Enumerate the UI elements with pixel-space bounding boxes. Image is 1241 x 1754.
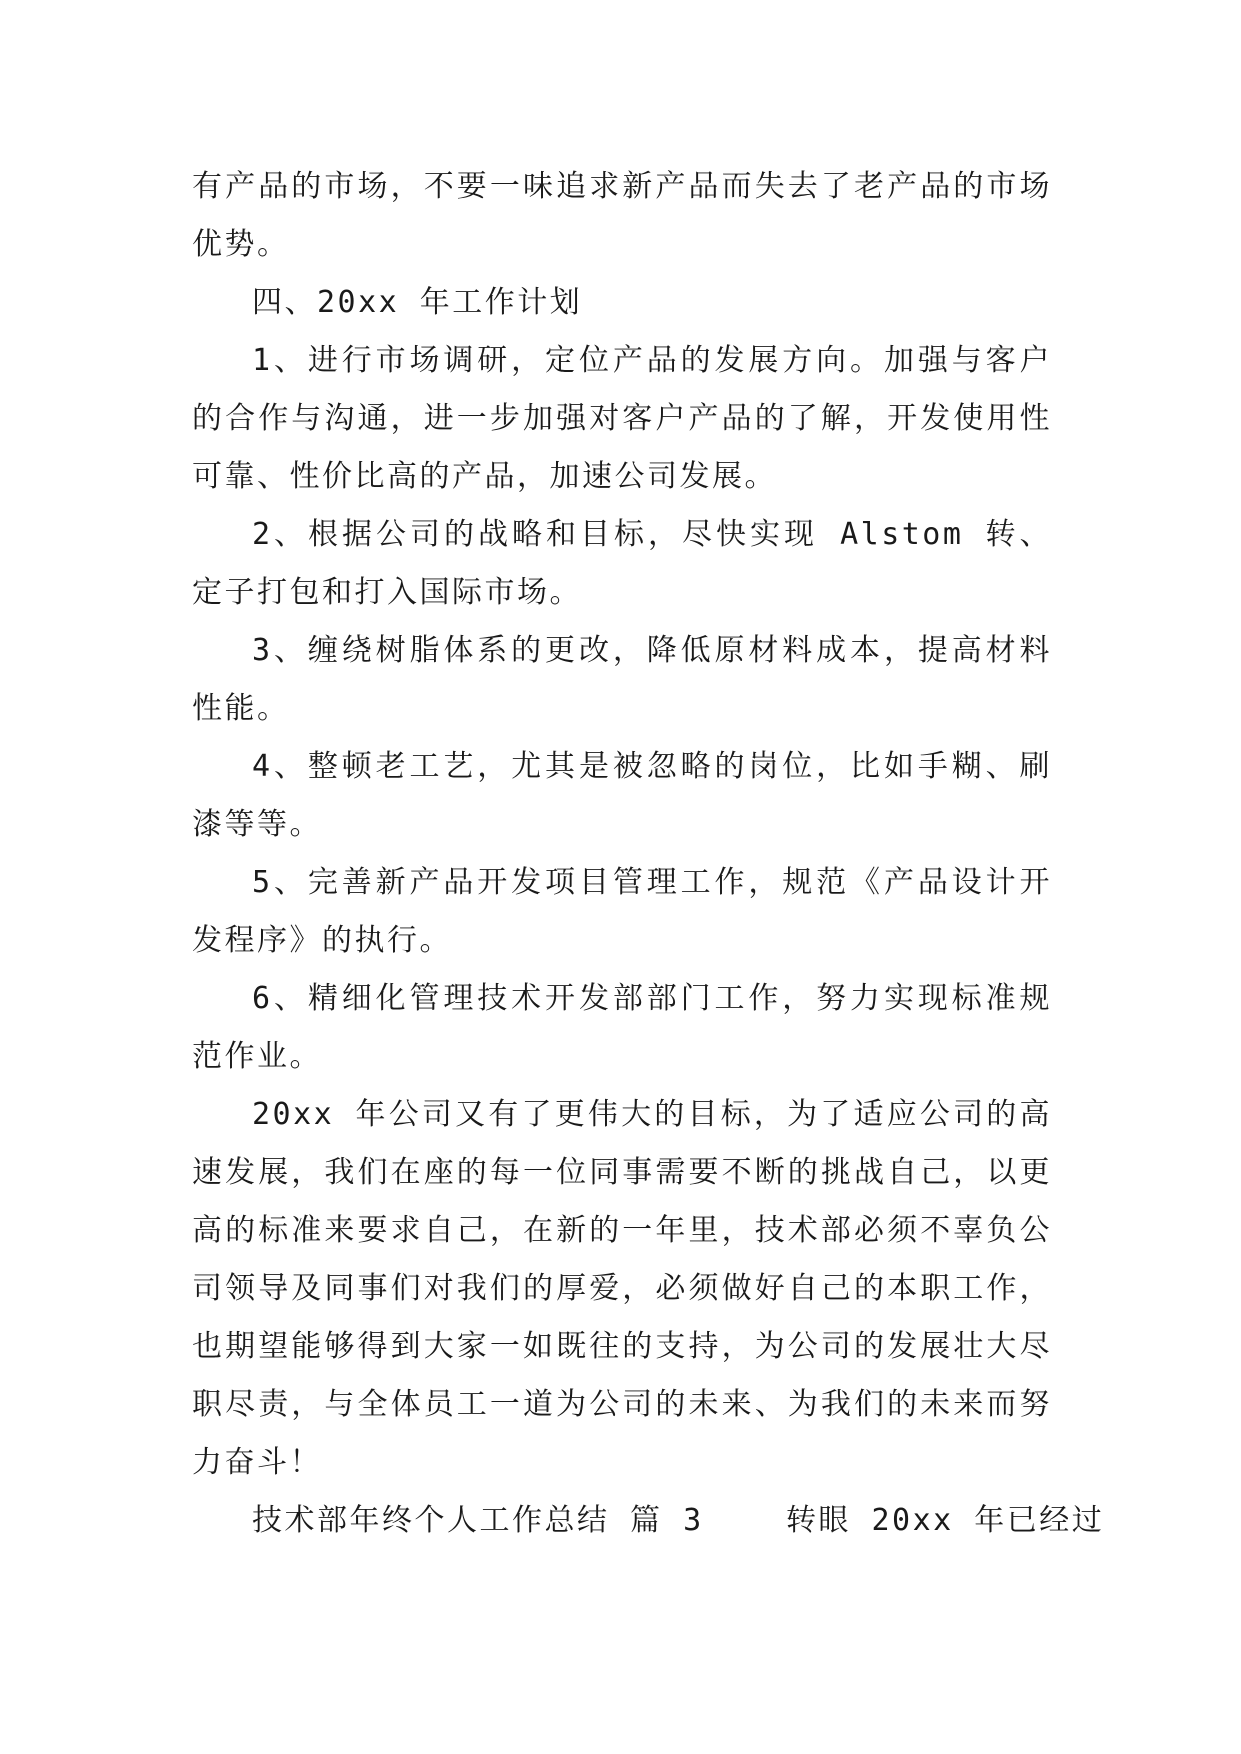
section-heading: 四、20xx 年工作计划 [252, 285, 583, 320]
plan-item-1: 1、进行市场调研，定位产品的发展方向。加强与客户的合作与沟通，进一步加强对客户产品的了解，开发使用性可靠、性价比高的产品，加速公司发展。 [192, 343, 1052, 494]
next-section-start: 转眼 20xx 年已经过 [785, 1503, 1105, 1538]
plan-item-6: 6、精细化管理技术开发部部门工作，努力实现标准规范作业。 [192, 981, 1052, 1074]
next-section-line [192, 1492, 1105, 1550]
plan-item-5: 5、完善新产品开发项目管理工作，规范《产品设计开发程序》的执行。 [192, 865, 1052, 958]
continuation-paragraph: 有产品的市场，不要一味追求新产品而失去了老产品的市场优势。 [192, 169, 1052, 262]
document-page [192, 158, 1105, 1550]
next-section-title: 技术部年终个人工作总结 篇 3 [252, 1503, 704, 1538]
plan-item-3: 3、缠绕树脂体系的更改，降低原材料成本，提高材料性能。 [192, 633, 1052, 726]
plan-item-2: 2、根据公司的战略和目标，尽快实现 Alstom 转、定子打包和打入国际市场。 [192, 517, 1052, 610]
plan-item-4: 4、整顿老工艺，尤其是被忽略的岗位，比如手糊、刷漆等等。 [192, 749, 1052, 842]
closing-paragraph: 20xx 年公司又有了更伟大的目标，为了适应公司的高速发展，我们在座的每一位同事需要不断的挑战自己，以更高的标准来要求自己，在新的一年里，技术部必须不辜负公司领导及同事们对我们的厚爱，必须做好自己的本职工作，也期望能够得到大家一如既往的支持，为公司的发展壮大尽职尽责，与全体员工一道为公司的未来、为我们的未来而努力奋斗！ [192, 1097, 1052, 1480]
